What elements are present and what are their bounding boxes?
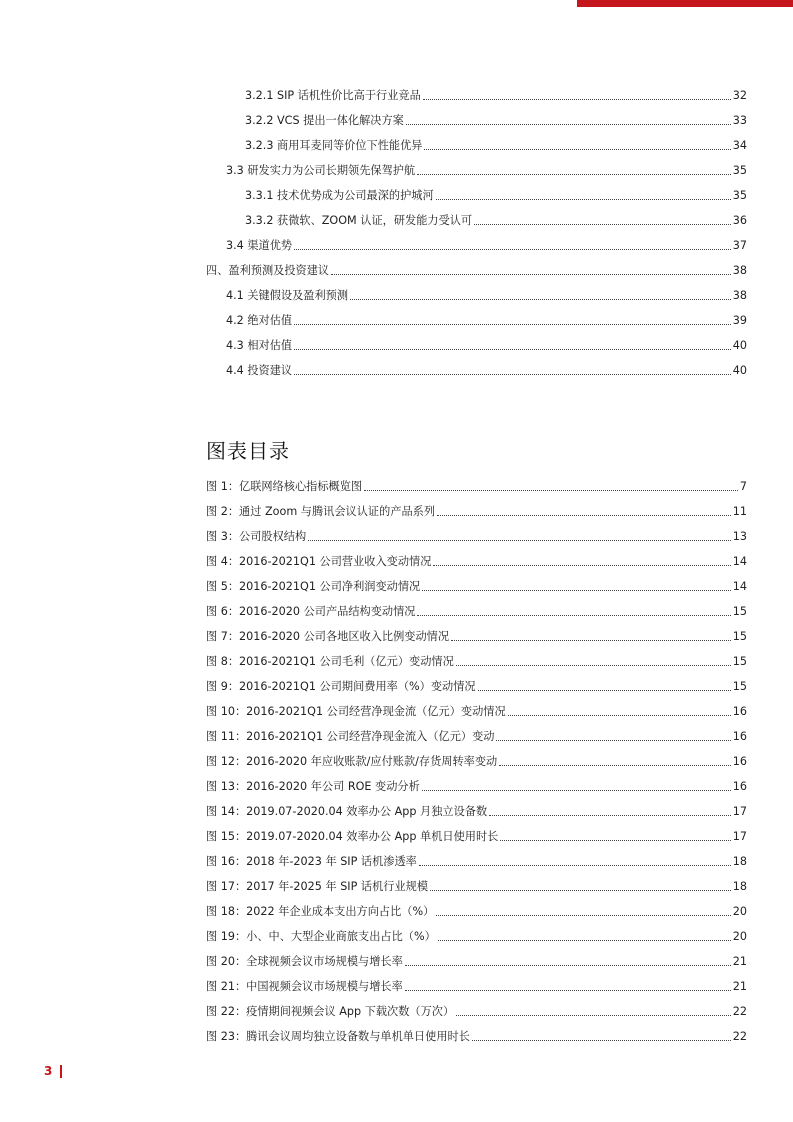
toc-entry-page: 38 xyxy=(732,264,747,277)
toc-leader xyxy=(438,940,731,941)
toc-entry[interactable] xyxy=(226,364,747,378)
toc-entry[interactable] xyxy=(245,89,747,103)
figure-entry[interactable] xyxy=(206,580,747,594)
toc-leader xyxy=(478,690,731,691)
toc-leader xyxy=(424,149,730,150)
figure-entry-label: 图 14：2019.07-2020.04 效率办公 App 月独立设备数 xyxy=(206,805,488,818)
toc-entry-label: 4.1 关键假设及盈利预测 xyxy=(226,289,349,302)
figure-entry-label: 图 21：中国视频会议市场规模与增长率 xyxy=(206,980,403,993)
toc-leader xyxy=(456,665,731,666)
toc-entry[interactable] xyxy=(245,139,747,153)
toc-leader xyxy=(499,765,731,766)
figure-entry-page: 13 xyxy=(732,530,747,543)
toc-entry[interactable] xyxy=(245,189,747,203)
figure-entry-page: 15 xyxy=(732,680,747,693)
figure-entry-label: 图 22：疫情期间视频会议 App 下载次数（万次） xyxy=(206,1005,455,1018)
page-number: 3 xyxy=(44,1064,53,1078)
toc-entry-page: 33 xyxy=(732,114,747,127)
toc-leader xyxy=(489,815,731,816)
toc-entry[interactable] xyxy=(226,239,747,253)
figure-entry[interactable] xyxy=(206,705,747,719)
toc-leader xyxy=(422,590,731,591)
toc-entry-label: 4.3 相对估值 xyxy=(226,339,293,352)
toc-leader xyxy=(472,1040,731,1041)
toc-leader xyxy=(294,349,731,350)
toc-leader xyxy=(496,740,730,741)
figure-entry-label: 图 9：2016-2021Q1 公司期间费用率（%）变动情况 xyxy=(206,680,476,693)
toc-leader xyxy=(331,274,731,275)
figure-entry[interactable] xyxy=(206,680,747,694)
figure-entry[interactable] xyxy=(206,980,747,994)
figure-entry[interactable] xyxy=(206,555,747,569)
toc-leader xyxy=(436,199,731,200)
figure-entry-label: 图 16：2018 年-2023 年 SIP 话机渗透率 xyxy=(206,855,417,868)
figure-entry-label: 图 11：2016-2021Q1 公司经营净现金流入（亿元）变动 xyxy=(206,730,495,743)
toc-leader xyxy=(294,249,731,250)
footer-separator xyxy=(60,1065,62,1078)
toc-leader xyxy=(474,224,731,225)
toc-entry-page: 39 xyxy=(732,314,747,327)
toc-leader xyxy=(350,299,731,300)
figure-entry[interactable] xyxy=(206,1030,747,1044)
header-accent-bar xyxy=(577,0,793,7)
toc-entry-label: 3.2.1 SIP 话机性价比高于行业竞品 xyxy=(245,89,421,102)
figure-entry-page: 15 xyxy=(732,630,747,643)
figure-entry[interactable] xyxy=(206,905,747,919)
figure-entry-page: 16 xyxy=(732,705,747,718)
toc-leader xyxy=(451,640,731,641)
figure-entry-page: 16 xyxy=(732,755,747,768)
toc-leader xyxy=(364,490,738,491)
toc-leader xyxy=(423,99,731,100)
toc-leader xyxy=(422,790,731,791)
figure-entry-page: 15 xyxy=(732,605,747,618)
toc-entry[interactable] xyxy=(245,214,747,228)
figure-entry-page: 14 xyxy=(732,555,747,568)
figure-entry-label: 图 4：2016-2021Q1 公司营业收入变动情况 xyxy=(206,555,432,568)
toc-entry-label: 3.3.1 技术优势成为公司最深的护城河 xyxy=(245,189,434,202)
figure-entry-page: 20 xyxy=(732,905,747,918)
figure-entry[interactable] xyxy=(206,805,747,819)
figure-entry[interactable] xyxy=(206,880,747,894)
toc-leader xyxy=(405,990,731,991)
toc-leader xyxy=(417,174,731,175)
figure-entry-label: 图 15：2019.07-2020.04 效率办公 App 单机日使用时长 xyxy=(206,830,499,843)
toc-entry-label: 4.2 绝对估值 xyxy=(226,314,293,327)
toc-leader xyxy=(436,915,730,916)
toc-entry-label: 3.2.2 VCS 提出一体化解决方案 xyxy=(245,114,404,127)
figure-entry-page: 7 xyxy=(739,480,747,493)
figure-entry-page: 20 xyxy=(732,930,747,943)
figure-entry-page: 18 xyxy=(732,855,747,868)
figure-entry-page: 17 xyxy=(732,805,747,818)
figure-entry-label: 图 13：2016-2020 年公司 ROE 变动分析 xyxy=(206,780,420,793)
figure-entry-label: 图 23：腾讯会议周均独立设备数与单机单日使用时长 xyxy=(206,1030,470,1043)
figure-entry-label: 图 3：公司股权结构 xyxy=(206,530,307,543)
toc-leader xyxy=(405,965,731,966)
toc-entry-label: 3.4 渠道优势 xyxy=(226,239,293,252)
toc-leader xyxy=(419,865,731,866)
toc-leader xyxy=(406,124,731,125)
figure-entry-label: 图 18：2022 年企业成本支出方向占比（%） xyxy=(206,905,435,918)
figure-entry-label: 图 20：全球视频会议市场规模与增长率 xyxy=(206,955,403,968)
figure-entry-page: 15 xyxy=(732,655,747,668)
figure-entry-page: 16 xyxy=(732,780,747,793)
toc-leader xyxy=(500,840,730,841)
toc-entry[interactable] xyxy=(206,264,747,278)
figure-entry[interactable] xyxy=(206,1005,747,1019)
figure-entry-page: 16 xyxy=(732,730,747,743)
toc-leader xyxy=(417,615,730,616)
toc-entry-page: 34 xyxy=(732,139,747,152)
toc-entry-page: 35 xyxy=(732,164,747,177)
figure-entry[interactable] xyxy=(206,630,747,644)
toc-leader xyxy=(308,540,731,541)
toc-entry[interactable] xyxy=(226,164,747,178)
figure-entry[interactable] xyxy=(206,755,747,769)
toc-leader xyxy=(294,324,731,325)
figure-entry-page: 22 xyxy=(732,1030,747,1043)
figure-entry[interactable] xyxy=(206,780,747,794)
toc-leader xyxy=(508,715,731,716)
toc-entry-label: 四、盈利预测及投资建议 xyxy=(206,264,330,277)
figure-entry[interactable] xyxy=(206,530,747,544)
figure-entry-page: 21 xyxy=(732,980,747,993)
toc-leader xyxy=(294,374,731,375)
toc-entry-page: 40 xyxy=(732,364,747,377)
figure-entry-page: 18 xyxy=(732,880,747,893)
figure-entry-label: 图 5：2016-2021Q1 公司净利润变动情况 xyxy=(206,580,421,593)
figure-entry[interactable] xyxy=(206,730,747,744)
toc-entry[interactable] xyxy=(226,339,747,353)
toc-entry-page: 36 xyxy=(732,214,747,227)
toc-entry[interactable] xyxy=(245,114,747,128)
toc-entry-page: 40 xyxy=(732,339,747,352)
figure-entry-page: 22 xyxy=(732,1005,747,1018)
figures-index-title: 图表目录 xyxy=(206,439,290,463)
toc-entry-page: 35 xyxy=(732,189,747,202)
figure-entry-label: 图 8：2016-2021Q1 公司毛利（亿元）变动情况 xyxy=(206,655,454,668)
figure-entry-label: 图 7：2016-2020 公司各地区收入比例变动情况 xyxy=(206,630,450,643)
toc-entry[interactable] xyxy=(226,289,747,303)
figure-entry-label: 图 6：2016-2020 公司产品结构变动情况 xyxy=(206,605,416,618)
toc-entry-page: 38 xyxy=(732,289,747,302)
figure-entry-label: 图 17：2017 年-2025 年 SIP 话机行业规模 xyxy=(206,880,429,893)
toc-leader xyxy=(433,565,730,566)
figure-entry[interactable] xyxy=(206,605,747,619)
figure-entry[interactable] xyxy=(206,480,747,494)
figure-entry-label: 图 19：小、中、大型企业商旅支出占比（%） xyxy=(206,930,436,943)
page-footer xyxy=(44,1064,62,1078)
toc-leader xyxy=(456,1015,731,1016)
figure-entry-page: 11 xyxy=(732,505,747,518)
figure-entry-page: 14 xyxy=(732,580,747,593)
toc-entry[interactable] xyxy=(226,314,747,328)
figure-entry[interactable] xyxy=(206,830,747,844)
figure-entry-label: 图 12：2016-2020 年应收账款/应付账款/存货周转率变动 xyxy=(206,755,498,768)
figure-entry-page: 17 xyxy=(732,830,747,843)
figure-entry-label: 图 1：亿联网络核心指标概览图 xyxy=(206,480,363,493)
toc-entry-label: 4.4 投资建议 xyxy=(226,364,293,377)
toc-entry-label: 3.3.2 获微软、ZOOM 认证，研发能力受认可 xyxy=(245,214,473,227)
toc-entry-label: 3.3 研发实力为公司长期领先保驾护航 xyxy=(226,164,416,177)
toc-leader xyxy=(437,515,731,516)
figure-entry[interactable] xyxy=(206,855,747,869)
figure-entry[interactable] xyxy=(206,655,747,669)
figure-entry[interactable] xyxy=(206,955,747,969)
toc-entry-page: 32 xyxy=(732,89,747,102)
toc-entry-page: 37 xyxy=(732,239,747,252)
figure-entry-label: 图 10：2016-2021Q1 公司经营净现金流（亿元）变动情况 xyxy=(206,705,506,718)
figure-entry-page: 21 xyxy=(732,955,747,968)
toc-entry-label: 3.2.3 商用耳麦同等价位下性能优异 xyxy=(245,139,423,152)
toc-leader xyxy=(430,890,731,891)
figure-entry-label: 图 2：通过 Zoom 与腾讯会议认证的产品系列 xyxy=(206,505,436,518)
figure-entry[interactable] xyxy=(206,930,747,944)
figure-entry[interactable] xyxy=(206,505,747,519)
